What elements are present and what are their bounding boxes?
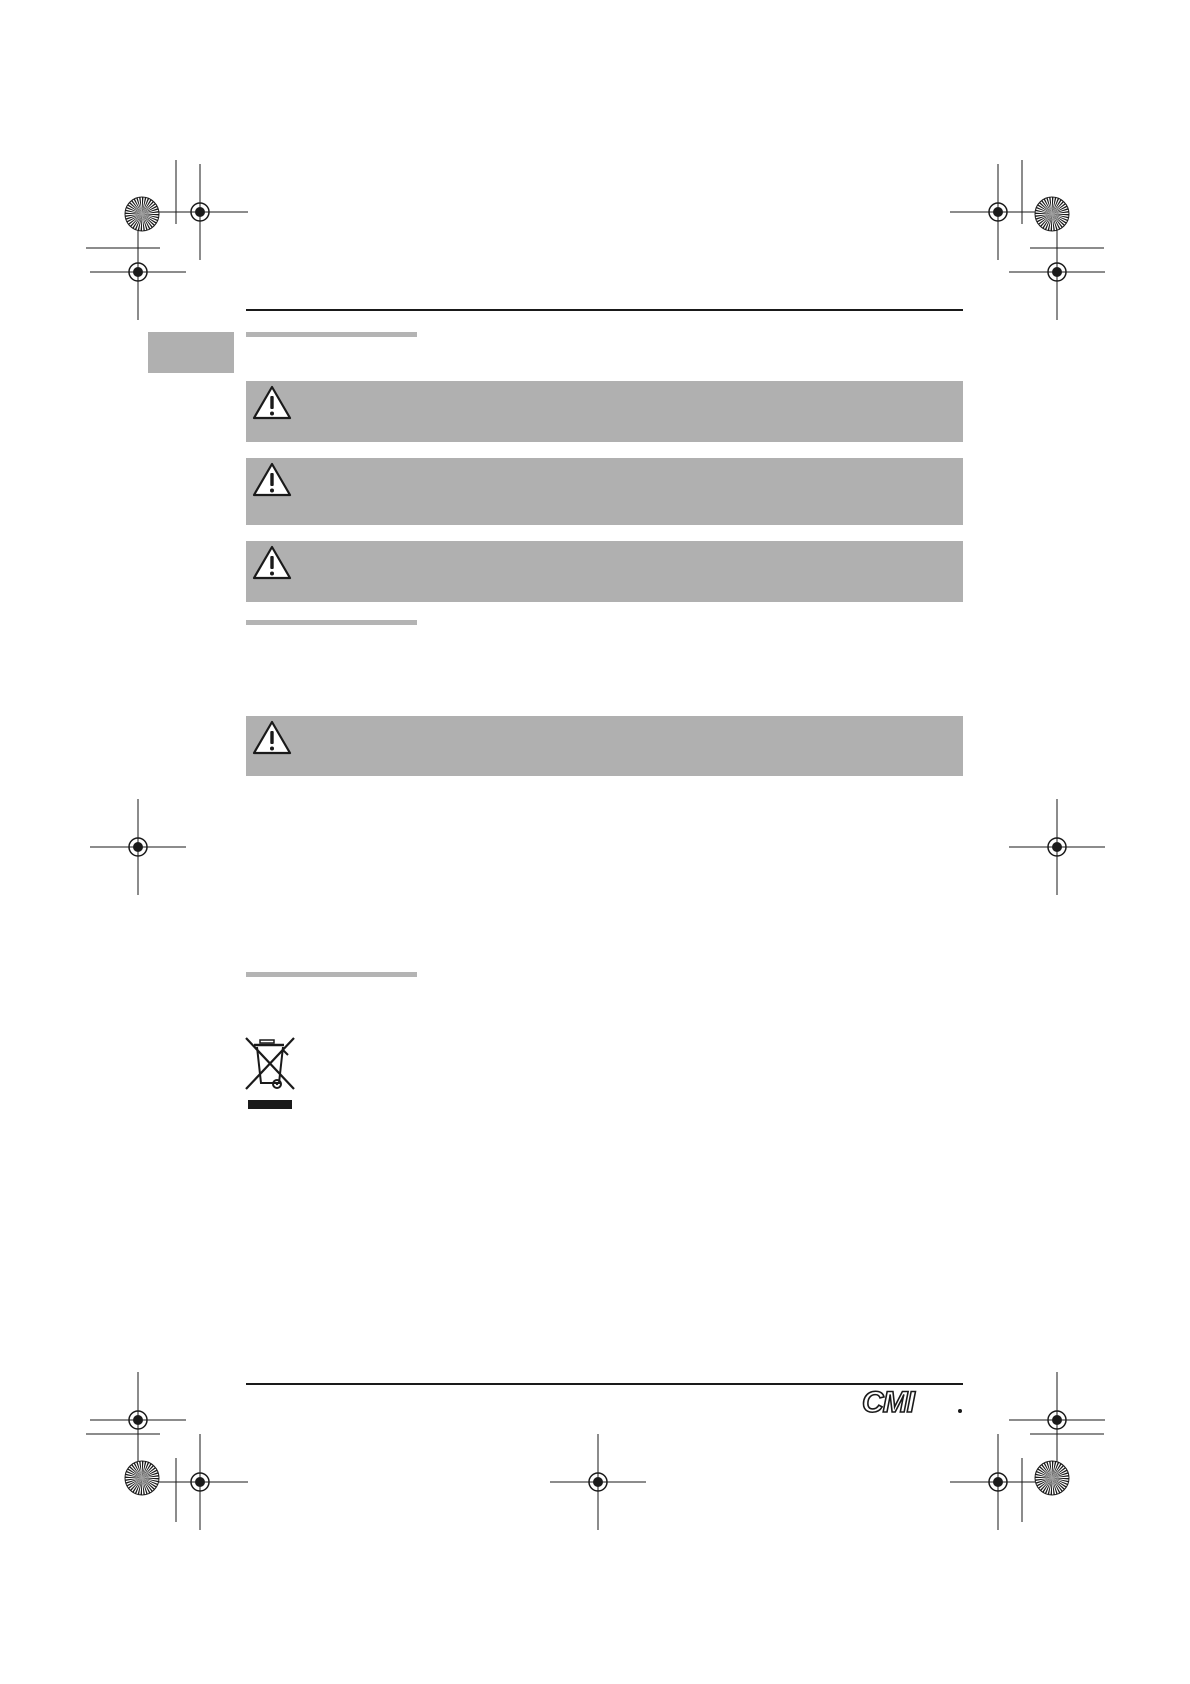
cmi-logo <box>860 1386 968 1418</box>
warning-box-4 <box>246 716 963 776</box>
language-tab <box>148 332 234 373</box>
footer-rule <box>246 1383 963 1385</box>
warning-box-3 <box>246 541 963 602</box>
header-rule <box>246 309 963 311</box>
warning-triangle-icon <box>252 720 292 756</box>
warning-triangle-icon <box>252 462 292 498</box>
weee-bar <box>248 1100 292 1109</box>
section-heading-rule-3 <box>246 972 417 977</box>
warning-triangle-icon <box>252 545 292 581</box>
crossed-out-wheelie-bin-icon <box>242 1036 298 1109</box>
warning-box-2 <box>246 458 963 525</box>
section-heading-rule-1 <box>246 332 417 337</box>
logo-text: CMI <box>862 1386 914 1418</box>
warning-triangle-icon <box>252 385 292 421</box>
section-heading-rule-2 <box>246 620 417 625</box>
warning-box-1 <box>246 381 963 442</box>
